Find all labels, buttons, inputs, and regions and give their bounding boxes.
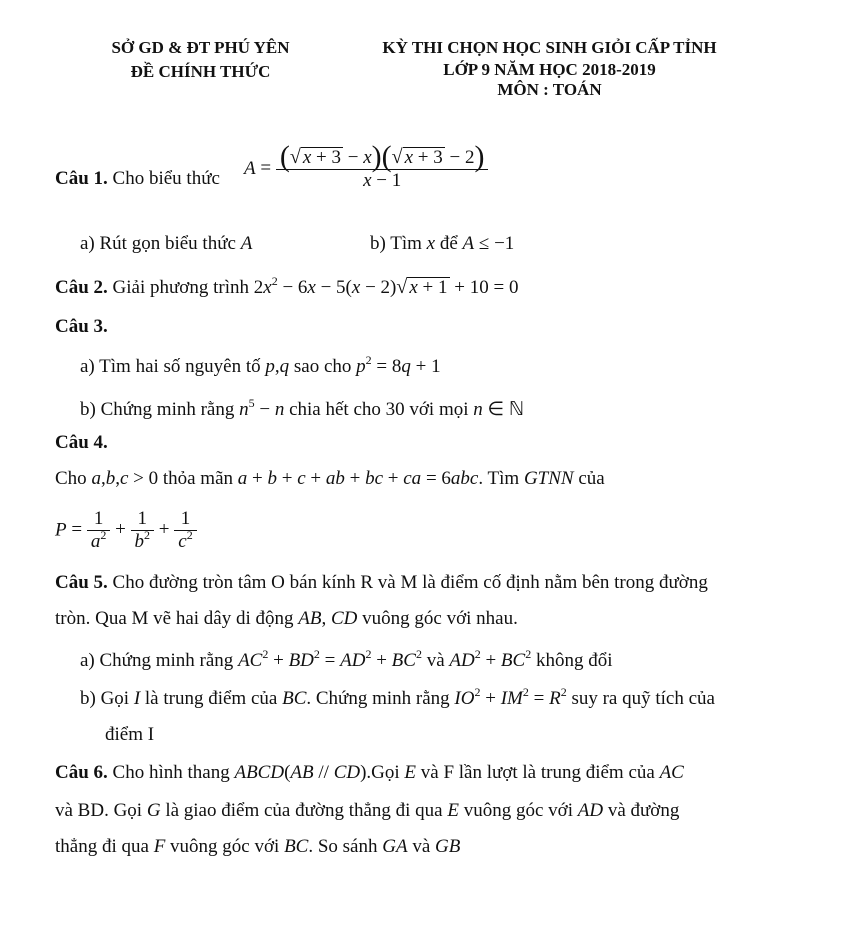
expression-a: A = $\frac{(√ x + 3 - x)(√ x + 3 - 2)}{x - 1}$: [244, 146, 488, 192]
expression-a-fraction: $\frac{(√ x + 3 - x)(√ x + 3 - 2)}{x - 1}$: [276, 146, 489, 192]
question-6-text2d: và đường: [607, 800, 680, 821]
question-3a-mid: sao cho: [293, 356, 352, 377]
question-4-start: Cho: [55, 468, 87, 489]
gtnn-label: GTNN: [523, 468, 574, 489]
question-1-text: Cho biểu thức: [112, 168, 220, 189]
question-6-line2: và BD. Gọi G là giao điểm của đường thẳng đi qua E vuông góc với AD và đường: [55, 800, 680, 821]
question-1a: a) Rút gọn biểu thức A: [80, 233, 253, 254]
question-5b-text: b) Gọi: [80, 688, 130, 709]
question-3b: b) Chứng minh rằng $n^5 - n$ chia hết cho 30 với mọi n ∈ ℕ: [80, 396, 525, 420]
question-5-line1: [55, 572, 708, 594]
question-3-label: Câu 3.: [55, 316, 108, 337]
question-5-text2-end: vuông góc với nhau.: [362, 608, 518, 629]
question-6-text3d: và: [412, 836, 431, 857]
question-4-end: Tìm: [487, 468, 520, 489]
question-4-line: Cho a,b,c > 0 thỏa mãn a + b + c + ab + bc + ca = 6abc. Tìm GTNN của: [55, 468, 605, 489]
question-2-label: Câu 2.: [55, 277, 108, 298]
question-1b-mid: để: [439, 233, 458, 254]
question-5b-end: suy ra quỹ tích của: [571, 688, 715, 709]
question-5-label: Câu 5.: [55, 572, 108, 593]
question-6-text1c: và F lần lượt là trung điểm của: [420, 762, 655, 783]
exam-title: KỲ THI CHỌN HỌC SINH GIỎI CẤP TỈNH: [382, 38, 717, 57]
question-5b-line2: điểm I: [105, 724, 155, 745]
question-6-text2b: là giao điểm của đường thẳng đi qua: [165, 800, 443, 821]
expression-p: P = $\frac{1}{a^2}$ + $\frac{1}{b^2}$ + $\frac{1}{c^2}$: [55, 508, 197, 553]
question-2-text: Giải phương trình: [112, 277, 249, 298]
question-1b-text: b) Tìm: [370, 233, 422, 254]
official-exam-label: ĐỀ CHÍNH THỨC: [130, 62, 271, 81]
question-6-line3: thẳng đi qua F vuông góc với BC. So sánh GA và GB: [55, 836, 461, 857]
question-5-text1: Cho đường tròn tâm O bán kính R và M là điểm cố định nằm bên trong đường: [112, 572, 708, 593]
question-6-text3b: vuông góc với: [170, 836, 280, 857]
question-3a-text: a) Tìm hai số nguyên tố: [80, 356, 261, 377]
department-name: SỞ GD & ĐT PHÚ YÊN: [111, 38, 290, 57]
question-5a: a) Chứng minh rằng $AC^2 + BD^2 = AD^2 + BC^2$ và $AD^2 + BC^2$ không đổi: [80, 647, 613, 671]
question-1-label: Câu 1.: [55, 168, 108, 189]
question-3a: a) Tìm hai số nguyên tố p,q sao cho $p^2 = 8q + 1$: [80, 353, 441, 377]
question-3b-text: b) Chứng minh rằng: [80, 399, 235, 420]
question-5a-end: không đổi: [535, 650, 613, 671]
question-5b: b) Gọi I là trung điểm của BC. Chứng minh rằng $IO^2 + IM^2 = R^2$ suy ra quỹ tích của: [80, 685, 715, 709]
question-6-label: Câu 6.: [55, 762, 108, 783]
question-3b-mid: chia hết cho 30 với mọi: [289, 399, 469, 420]
question-4-of: của: [578, 468, 605, 489]
question-6-text2: và BD. Gọi: [55, 800, 143, 821]
question-5a-and: và: [426, 650, 445, 671]
question-1a-text: a) Rút gọn biểu thức: [80, 233, 236, 254]
question-6-text1b: .Gọi: [366, 762, 400, 783]
question-6-text3c: So sánh: [317, 836, 378, 857]
question-5-line2: tròn. Qua M vẽ hai dây di động AB, CD vuông góc với nhau.: [55, 608, 518, 629]
grade-year: LỚP 9 NĂM HỌC 2018-2019: [443, 60, 656, 79]
question-5-text2: tròn. Qua M vẽ hai dây di động: [55, 608, 294, 629]
question-5a-text: a) Chứng minh rằng: [80, 650, 234, 671]
question-6-text3: thẳng đi qua: [55, 836, 149, 857]
question-6-line1: Câu 6. Cho hình thang ABCD(AB // CD).Gọi E và F lần lượt là trung điểm của AC: [55, 762, 684, 783]
question-4-label: Câu 4.: [55, 432, 108, 453]
question-1b: b) Tìm x để A ≤ −1: [370, 233, 515, 254]
subject: MÔN : TOÁN: [497, 80, 602, 99]
question-6-text2c: vuông góc với: [463, 800, 573, 821]
question-4-mid: thỏa mãn: [162, 468, 234, 489]
question-1-line: [55, 168, 220, 190]
question-6-text1a: Cho hình thang: [112, 762, 230, 783]
question-5b-mid2: Chứng minh rằng: [315, 688, 450, 709]
question-2: Câu 2. Giải phương trình $2x^2 - 6x - 5(x - 2)√$ x + 1 + 10 = 0: [55, 274, 519, 298]
question-5b-mid: là trung điểm của: [144, 688, 278, 709]
